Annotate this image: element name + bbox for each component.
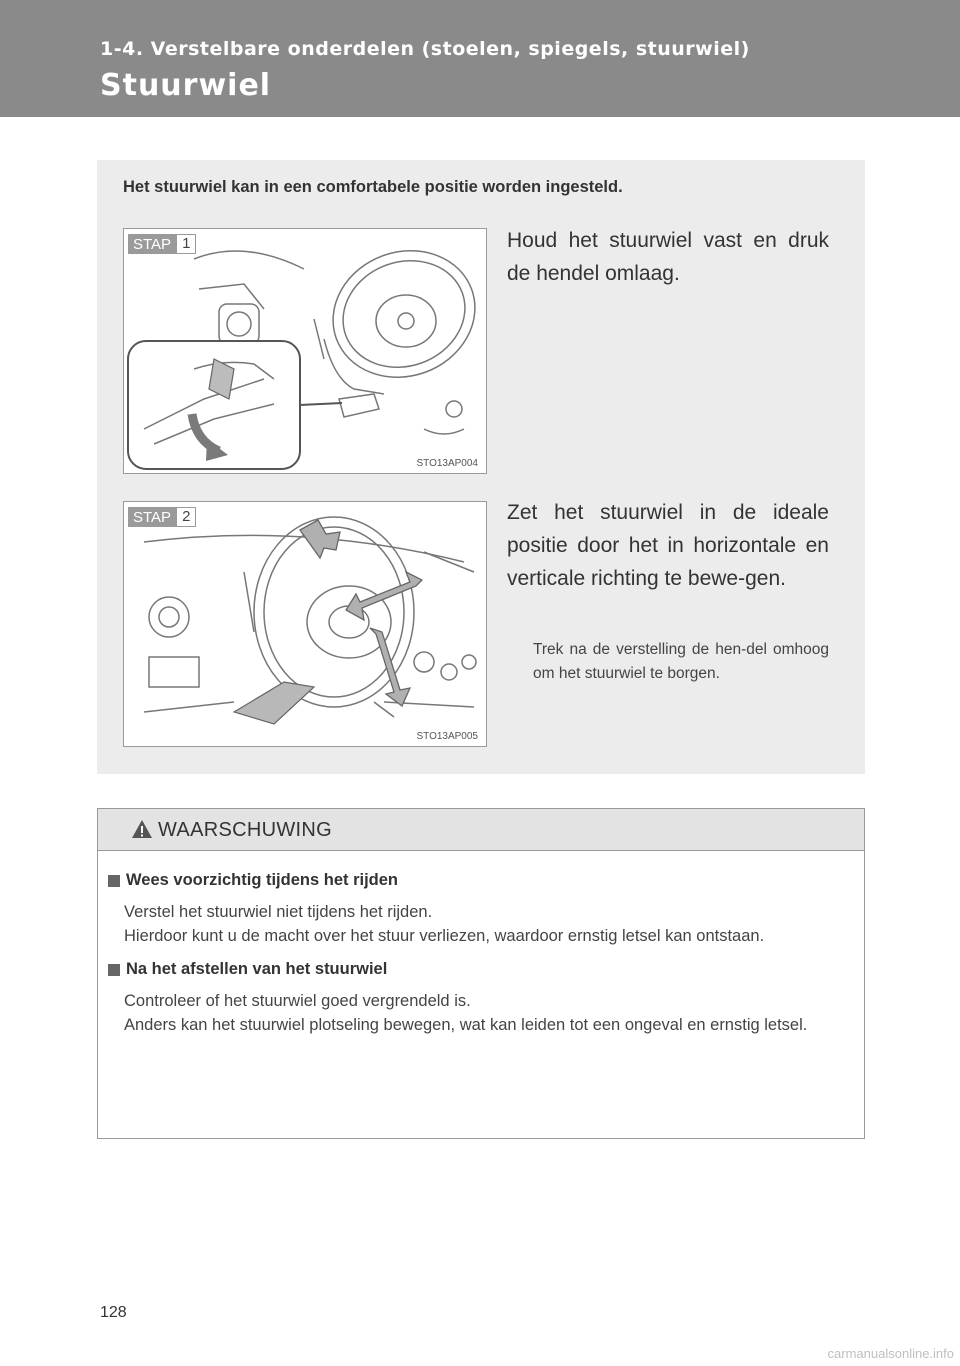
warning-icon — [131, 819, 153, 839]
page-header — [0, 0, 960, 117]
page-title: Stuurwiel — [100, 68, 272, 103]
bullet-square-icon — [108, 964, 120, 976]
instruction-box — [97, 160, 865, 774]
step-1-text: Houd het stuurwiel vast en druk de hendel omlaag. — [507, 229, 829, 285]
warning-item-text: Controleer of het stuurwiel goed vergrendeld is. — [124, 992, 471, 1010]
warning-item — [108, 871, 854, 948]
warning-item — [108, 960, 854, 1037]
figure-step-2 — [123, 501, 487, 747]
warning-header — [98, 809, 864, 851]
warning-item-heading: Wees voorzichtig tijdens het rijden — [126, 871, 398, 889]
steering-adjust-illustration — [124, 502, 487, 747]
step-badge: STAP 1 — [128, 234, 196, 254]
step-2-text: Zet het stuurwiel in de ideale positie door het in horizontale en verticale richting te bewe-gen. — [507, 501, 829, 590]
warning-title: WAARSCHUWING — [158, 819, 332, 841]
warning-item-heading: Na het afstellen van het stuurwiel — [126, 960, 388, 978]
warning-item-text: Hierdoor kunt u de macht over het stuur verliezen, waardoor ernstig letsel kan ontstaan. — [124, 927, 765, 945]
warning-box — [97, 808, 865, 1139]
bullet-square-icon — [108, 875, 120, 887]
warning-item-text: Verstel het stuurwiel niet tijdens het rijden. — [124, 903, 433, 921]
step-2-note: Trek na de verstelling de hen-del omhoog om het stuurwiel te borgen. — [533, 641, 829, 682]
steering-lever-illustration — [124, 229, 487, 474]
figure-code: STO13AP005 — [416, 731, 478, 742]
section-title: 1-4. Verstelbare onderdelen (stoelen, spiegels, stuurwiel) — [100, 38, 750, 60]
figure-step-1 — [123, 228, 487, 474]
figure-code: STO13AP004 — [416, 458, 478, 469]
step-badge: STAP 2 — [128, 507, 196, 527]
page-number: 128 — [100, 1304, 127, 1321]
watermark: carmanualsonline.info — [827, 1346, 954, 1361]
intro-text: Het stuurwiel kan in een comfortabele positie worden ingesteld. — [123, 178, 623, 196]
warning-item-text: Anders kan het stuurwiel plotseling bewegen, wat kan leiden tot een ongeval en ernstig letsel. — [124, 1016, 808, 1034]
